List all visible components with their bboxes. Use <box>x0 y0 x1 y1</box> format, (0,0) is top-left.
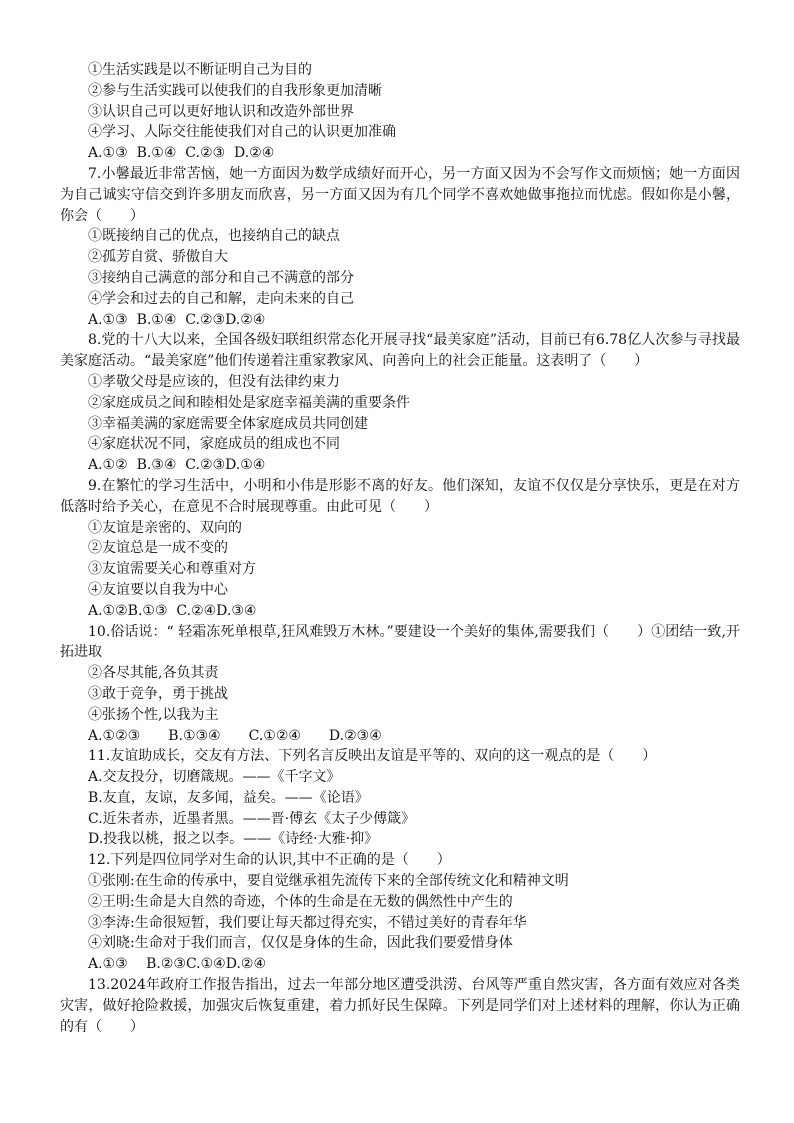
q8-stem: 8.党的十八大以来，全国各级妇联组织常态化开展寻找“最美家庭”活动，目前已有6.78亿人次参与寻找最美家庭活动。“最美家庭”他们传递着注重家教家风、向善向上的社会正能量。这表明了（ ） <box>60 332 740 370</box>
q6-option-1: ①生活实践是以不断证明自己为目的 <box>88 62 312 78</box>
q12-answer-choices: A.①③ B.②③C.①④D.②④ <box>88 956 266 973</box>
q12-option-4: ④刘晓:生命对于我们而言，仅仅是身体的生命，因此我们要爱惜身体 <box>88 935 513 952</box>
q8-option-3: ③幸福美满的家庭需要全体家庭成员共同创建 <box>88 415 368 432</box>
q7-option-3: ③接纳自己满意的部分和自己不满意的部分 <box>88 269 354 286</box>
q6-answer-choices: A.①③ B.①④ C.②③ D.②④ <box>88 145 275 162</box>
q11-option-a: A.交友投分，切磨箴规。——《千字文》 <box>88 769 341 786</box>
q9-option-1: ①友谊是亲密的、双向的 <box>88 519 242 536</box>
q8-option-4: ④家庭状况不同，家庭成员的组成也不同 <box>88 436 340 453</box>
q6-option-3: ③认识自己可以更好地认识和改造外部世界 <box>88 103 354 120</box>
q9-option-3: ③友谊需要关心和尊重对方 <box>88 561 256 578</box>
q10-option-2: ②各尽其能,各负其责 <box>88 665 219 682</box>
q9-stem: 9.在繁忙的学习生活中，小明和小伟是形影不离的好友。他们深知，友谊不仅仅是分享快乐，更是在对方低落时给予关心，在意见不合时展现尊重。由此可见（ ） <box>60 477 740 515</box>
q12-option-2: ②王明:生命是大自然的奇迹，个体的生命是在无数的偶然性中产生的 <box>88 893 513 910</box>
q6-option-4: ④学习、人际交往能使我们对自己的认识更加准确 <box>88 124 396 141</box>
q12-option-3: ③李涛:生命很短暂，我们要让每天都过得充实，不错过美好的青春年华 <box>88 914 527 931</box>
q11-option-c: C.近朱者赤，近墨者黑。——晋·傅玄《太子少傅箴》 <box>88 810 416 827</box>
q10-stem: 10.俗话说：“ 轻霜冻死单根草,狂风难毁万木林。”要建设一个美好的集体,需要我们（ ）①团结一致,开拓进取 <box>60 623 740 661</box>
q10-answer-choices: A.①②③ B.①③④ C.①②④ D.②③④ <box>88 727 382 744</box>
exam-page <box>60 60 740 1037</box>
q7-option-4: ④学会和过去的自己和解，走向未来的自己 <box>88 290 354 307</box>
q10-option-3: ③敢于竞争，勇于挑战 <box>88 685 228 702</box>
q7-option-1: ①既接纳自己的优点，也接纳自己的缺点 <box>88 228 340 245</box>
q8-option-1: ①孝敬父母是应该的，但没有法律约束力 <box>88 373 340 390</box>
q8-answer-choices: A.①② B.③④ C.②③D.①④ <box>88 457 266 474</box>
q9-option-4: ④友谊要以自我为中心 <box>88 581 228 598</box>
q8-option-2: ②家庭成员之间和睦相处是家庭幸福美满的重要条件 <box>88 394 410 411</box>
q7-stem: 7.小馨最近非常苦恼，她一方面因为数学成绩好而开心，另一方面又因为不会写作文而烦恼；她一方面因为自己诚实守信交到许多朋友而欣喜，另一方面又因为有几个同学不喜欢她做事拖拉而忧虑。假如你是小馨，你会（ ） <box>60 165 740 224</box>
q10-option-4: ④张扬个性,以我为主 <box>88 706 219 723</box>
q9-option-2: ②友谊总是一成不变的 <box>88 540 228 557</box>
q11-option-d: D.投我以桃，报之以李。——《诗经·大雅·抑》 <box>88 831 379 848</box>
q11-stem: 11.友谊助成长，交友有方法、下列名言反映出友谊是平等的、双向的这一观点的是（ ） <box>88 748 657 765</box>
q7-option-2: ②孤芳自赏、骄傲自大 <box>88 249 228 266</box>
q13-stem: 13.2024年政府工作报告指出，过去一年部分地区遭受洪涝、台风等严重自然灾害，各方面有效应对各类灾害，做好抢险救援，加强灾后恢复重建，着力抓好民生保障。下列是同学们对上述材料的理解，你认为正确的有（ ） <box>60 977 740 1035</box>
q12-option-1: ①张刚:在生命的传承中，要自觉继承祖先流传下来的全部传统文化和精神文明 <box>88 873 569 890</box>
q11-option-b: B.友直，友谅，友多闻，益矣。——《论语》 <box>88 789 369 806</box>
q6-option-2: ②参与生活实践可以使我们的自我形象更加清晰 <box>88 82 382 99</box>
q7-answer-choices: A.①③ B.①④ C.②③D.②④ <box>88 311 266 328</box>
q12-stem: 12.下列是四位同学对生命的认识,其中不正确的是（ ） <box>88 852 451 869</box>
q9-answer-choices: A.①②B.①③ C.②④D.③④ <box>88 602 257 619</box>
